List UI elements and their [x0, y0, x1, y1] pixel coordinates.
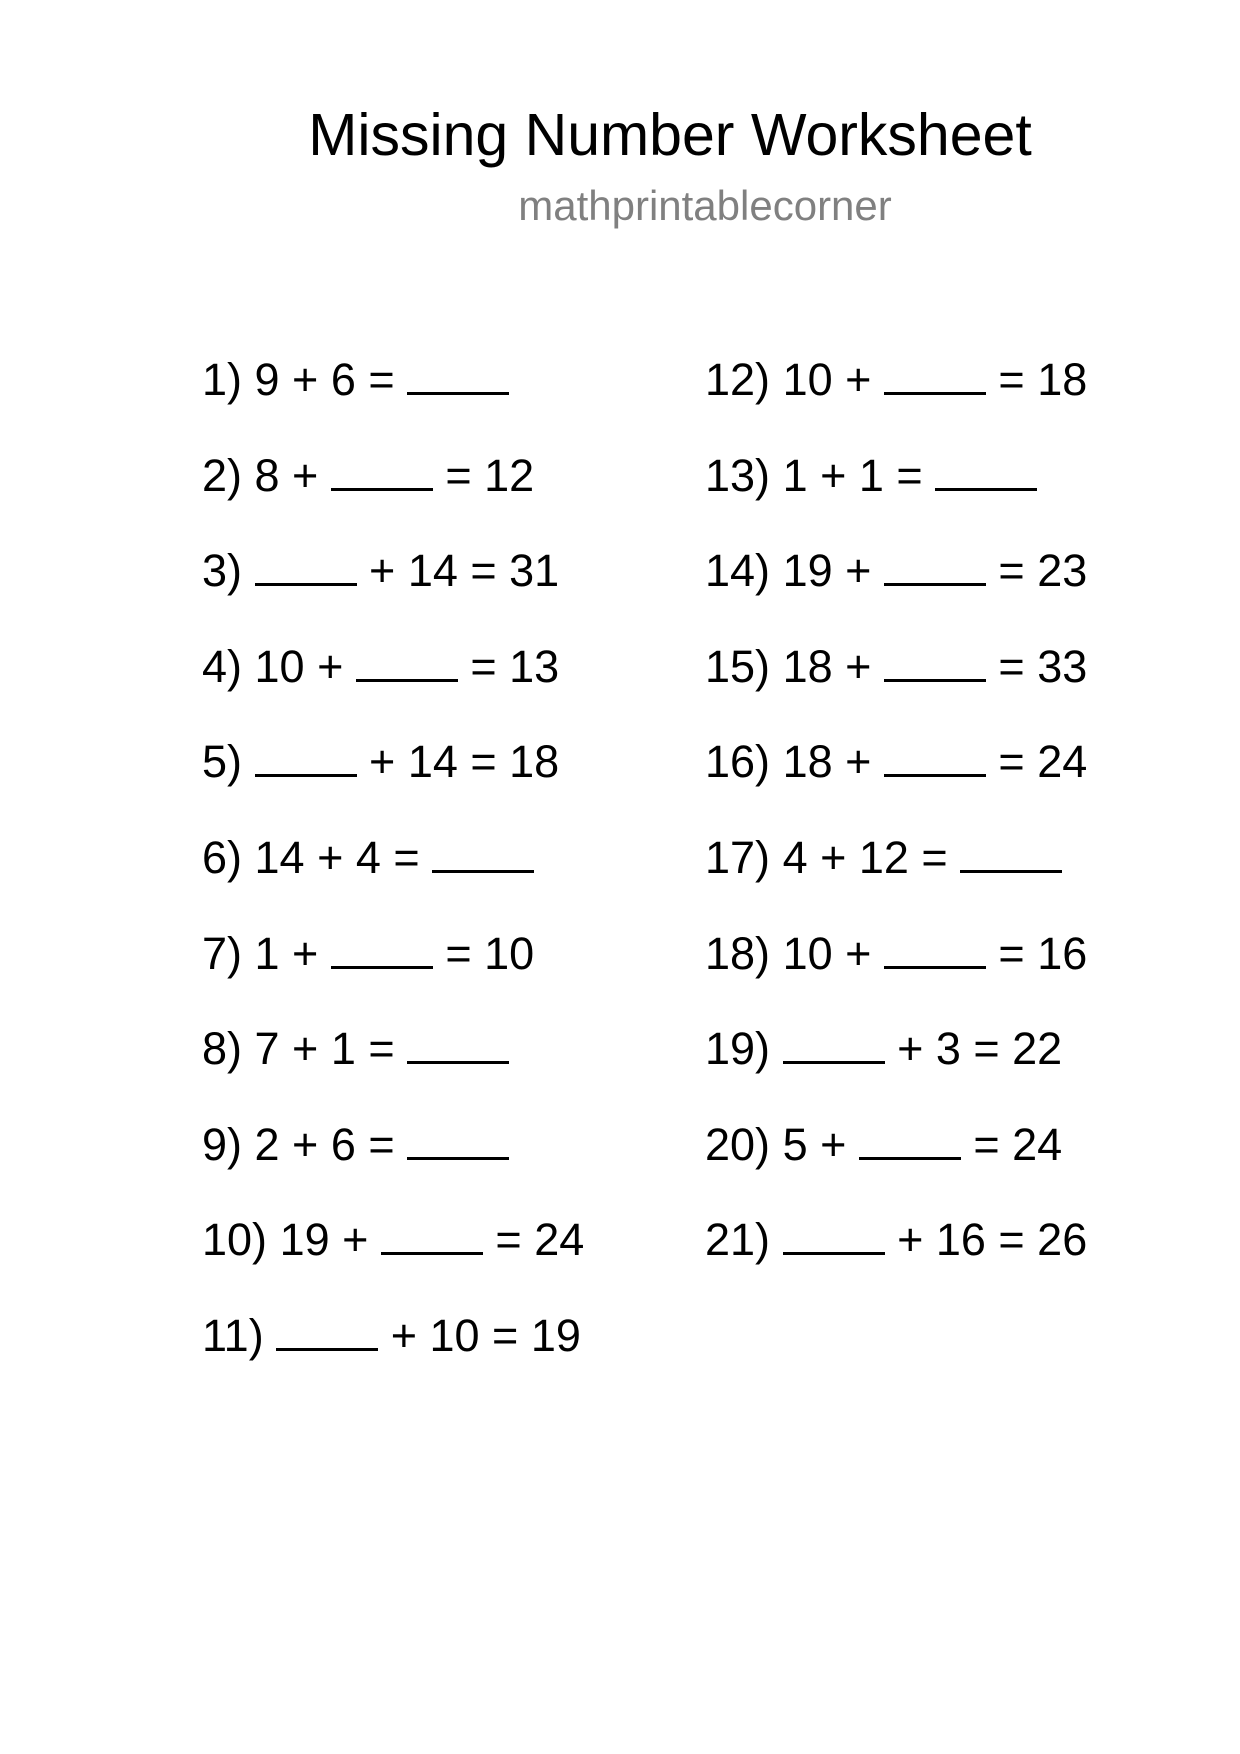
problem-number: 5) — [202, 736, 243, 788]
problem-row — [705, 446, 1087, 542]
problem-text-after: + 16 = 26 — [884, 1214, 1088, 1266]
problem-text-before: 9 + 6 = — [254, 354, 408, 405]
problem-row — [705, 924, 1087, 1020]
answer-blank[interactable] — [407, 1023, 509, 1064]
problem-text-after: + 3 = 22 — [884, 1023, 1063, 1075]
problem-text-after: = 13 — [457, 640, 560, 692]
problem-text-before: 18 + — [782, 640, 884, 692]
answer-blank[interactable] — [407, 1119, 509, 1160]
problem-row — [202, 1019, 584, 1115]
problem-row — [202, 1115, 584, 1211]
problem-number: 14) — [705, 545, 771, 597]
problem-text-before: 10 + — [782, 927, 884, 979]
problem-text-before: 10 + — [254, 640, 356, 692]
answer-blank[interactable] — [356, 641, 458, 682]
answer-blank[interactable] — [884, 641, 986, 682]
problem-row — [705, 541, 1087, 637]
problem-row — [202, 924, 584, 1020]
problem-number: 19) — [705, 1023, 771, 1075]
problem-number: 17) — [705, 831, 771, 883]
problem-text-before: 19 + — [279, 1214, 381, 1266]
problem-row — [202, 637, 584, 733]
answer-blank[interactable] — [381, 1214, 483, 1255]
problem-row — [202, 541, 584, 637]
answer-blank[interactable] — [884, 736, 986, 777]
answer-blank[interactable] — [407, 354, 509, 395]
problem-number: 15) — [705, 640, 771, 692]
answer-blank[interactable] — [884, 545, 986, 586]
problem-text-before: 1 + 1 = — [782, 449, 936, 501]
problem-row — [202, 732, 584, 828]
problem-row — [202, 446, 584, 542]
answer-blank[interactable] — [884, 354, 986, 395]
problem-row — [202, 350, 584, 446]
problem-row — [705, 1115, 1087, 1211]
problem-number: 20) — [705, 1118, 771, 1170]
problem-text-before: 14 + 4 = — [254, 831, 433, 883]
problem-text-before: 10 + — [782, 354, 884, 405]
problem-text-before: 18 + — [782, 736, 884, 788]
problem-number: 8) — [202, 1023, 243, 1075]
problem-row — [202, 828, 584, 924]
problem-text-before: 19 + — [782, 545, 884, 597]
problem-text-after: = 10 — [432, 927, 535, 979]
problem-text-after: = 16 — [985, 927, 1088, 979]
problem-text-before: 8 + — [254, 449, 331, 501]
problem-number: 1) — [202, 354, 243, 405]
problem-number: 18) — [705, 927, 771, 979]
problem-text-after: = 33 — [985, 640, 1088, 692]
problem-number: 7) — [202, 927, 243, 979]
problems-right-column — [705, 350, 1087, 1306]
problem-text-after: = 24 — [960, 1118, 1063, 1170]
problem-number: 11) — [202, 1309, 264, 1361]
problem-text-after: = 18 — [985, 354, 1088, 405]
problem-text-after: = 23 — [985, 545, 1088, 597]
answer-blank[interactable] — [884, 928, 986, 969]
page-title: Missing Number Worksheet — [308, 102, 1032, 168]
problem-number: 3) — [202, 545, 243, 597]
problem-text-before: 1 + — [254, 927, 331, 979]
problem-number: 9) — [202, 1118, 243, 1170]
problem-number: 13) — [705, 449, 771, 501]
problem-row — [202, 1306, 584, 1402]
problem-number: 6) — [202, 831, 243, 883]
problem-text-after: + 10 = 19 — [378, 1309, 581, 1361]
page-subtitle: mathprintablecorner — [518, 182, 892, 229]
answer-blank[interactable] — [255, 736, 357, 777]
problem-text-after: = 24 — [985, 736, 1088, 788]
problem-text-after: = 12 — [432, 449, 535, 501]
problem-number: 12) — [705, 354, 771, 405]
problem-row — [705, 350, 1087, 446]
problem-row — [705, 637, 1087, 733]
answer-blank[interactable] — [255, 545, 357, 586]
problem-number: 2) — [202, 449, 243, 501]
answer-blank[interactable] — [331, 928, 433, 969]
problem-row — [202, 1210, 584, 1306]
problems-left-column — [202, 350, 584, 1402]
answer-blank[interactable] — [960, 832, 1062, 873]
problem-text-before: 5 + — [782, 1118, 859, 1170]
answer-blank[interactable] — [935, 450, 1037, 491]
problem-text-after: = 24 — [482, 1214, 585, 1266]
answer-blank[interactable] — [783, 1214, 885, 1255]
problem-text-before: 2 + 6 = — [254, 1118, 408, 1170]
answer-blank[interactable] — [783, 1023, 885, 1064]
problem-number: 21) — [705, 1214, 771, 1266]
problem-text-before: 7 + 1 = — [254, 1023, 408, 1075]
problem-number: 10) — [202, 1214, 268, 1266]
answer-blank[interactable] — [331, 450, 433, 491]
problem-text-before: 4 + 12 = — [782, 831, 961, 883]
problem-text-after: + 14 = 18 — [356, 736, 560, 788]
answer-blank[interactable] — [432, 832, 534, 873]
problem-row — [705, 828, 1087, 924]
answer-blank[interactable] — [859, 1119, 961, 1160]
problem-row — [705, 1210, 1087, 1306]
answer-blank[interactable] — [276, 1310, 378, 1351]
problem-row — [705, 732, 1087, 828]
problem-number: 16) — [705, 736, 771, 788]
problem-row — [705, 1019, 1087, 1115]
problem-text-after: + 14 = 31 — [356, 545, 560, 597]
problem-number: 4) — [202, 640, 243, 692]
